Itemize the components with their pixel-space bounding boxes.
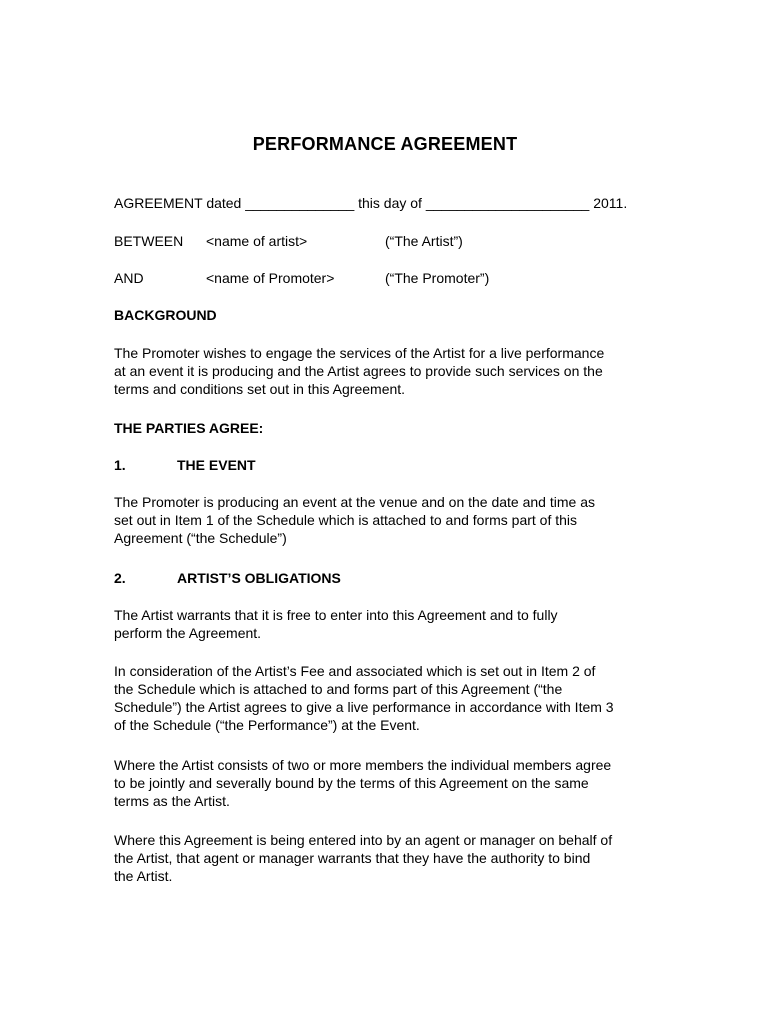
party-role: (“The Artist”) xyxy=(385,233,463,249)
paragraph-line: set out in Item 1 of the Schedule which is attached to and forms part of this xyxy=(114,512,578,528)
section-number: 2. xyxy=(114,570,126,586)
section-2-paragraph-4 xyxy=(114,831,674,885)
paragraph-line: terms and conditions set out in this Agreement. xyxy=(114,381,406,397)
party-row-promoter xyxy=(114,269,674,287)
document-title: PERFORMANCE AGREEMENT xyxy=(252,134,518,154)
section-1-heading xyxy=(114,456,674,474)
party-role: (“The Promoter”) xyxy=(385,270,490,286)
party-label: AND xyxy=(114,270,144,286)
background-heading: BACKGROUND xyxy=(114,307,217,323)
section-2-paragraph-1 xyxy=(114,606,674,642)
paragraph-line: Where the Artist consists of two or more members the individual members agree xyxy=(114,757,612,773)
party-row-artist xyxy=(114,232,674,250)
section-2-heading xyxy=(114,569,674,587)
paragraph-line: at an event it is producing and the Artist agrees to provide such services on the xyxy=(114,363,603,379)
paragraph-line: The Promoter wishes to engage the services of the Artist for a live performance xyxy=(114,345,605,361)
party-name: <name of Promoter> xyxy=(206,270,335,286)
party-name: <name of artist> xyxy=(206,233,308,249)
paragraph-line: Agreement (“the Schedule”) xyxy=(114,530,287,546)
paragraph-line: the Artist. xyxy=(114,868,173,884)
section-title: ARTIST’S OBLIGATIONS xyxy=(177,570,341,586)
paragraph-line: of the Schedule (“the Performance”) at the Event. xyxy=(114,717,420,733)
paragraph-line: the Artist, that agent or manager warrants that they have the authority to bind xyxy=(114,850,591,866)
paragraph-line: In consideration of the Artist’s Fee and associated which is set out in Item 2 of xyxy=(114,663,596,679)
section-2-paragraph-2 xyxy=(114,662,674,734)
background-paragraph xyxy=(114,344,674,398)
section-number: 1. xyxy=(114,457,126,473)
parties-agree-heading: THE PARTIES AGREE: xyxy=(114,420,264,436)
agreement-date-line: AGREEMENT dated ______________ this day of _____________________ 2011. xyxy=(114,195,628,211)
paragraph-line: The Artist warrants that it is free to enter into this Agreement and to fully xyxy=(114,607,558,623)
paragraph-line: Schedule”) the Artist agrees to give a live performance in accordance with Item 3 xyxy=(114,699,614,715)
section-1-paragraph xyxy=(114,493,674,547)
paragraph-line: The Promoter is producing an event at the venue and on the date and time as xyxy=(114,494,595,510)
paragraph-line: the Schedule which is attached to and forms part of this Agreement (“the xyxy=(114,681,563,697)
paragraph-line: to be jointly and severally bound by the terms of this Agreement on the same xyxy=(114,775,589,791)
paragraph-line: Where this Agreement is being entered into by an agent or manager on behalf of xyxy=(114,832,613,848)
party-label: BETWEEN xyxy=(114,233,184,249)
paragraph-line: perform the Agreement. xyxy=(114,625,262,641)
paragraph-line: terms as the Artist. xyxy=(114,793,230,809)
section-title: THE EVENT xyxy=(177,457,256,473)
section-2-paragraph-3 xyxy=(114,756,674,810)
